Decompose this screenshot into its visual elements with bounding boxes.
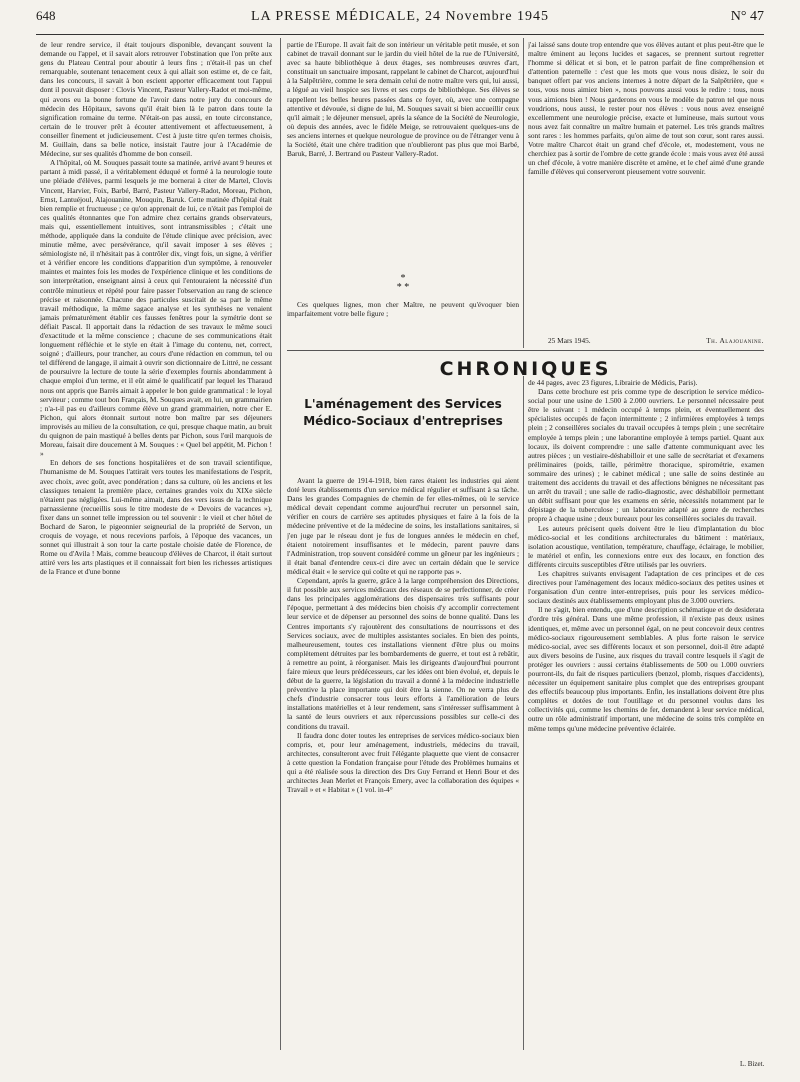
article-column-1: [287, 476, 519, 1046]
paragraph: Ces quelques lignes, mon cher Maître, ne peuvent qu'évoquer bien imparfaitement votre belle figure ;: [287, 300, 519, 319]
paragraph: j'ai laissé sans doute trop entendre que vos élèves autant et plus peut-être que le maître éminent au leçons lucides et sagaces, se prennent surtout regretter l'homme si délicat et si bon, et le patron parfait de fine compréhension et d'attention paternelle : c'est que les mots que vous nous disiez, le soir du banquet offert par vos anciens internes à notre départ de la Salpêtrière, que « tous, vous nous aimiez bien », nous pouvons aussi vous le redire : tous, nous vous aimions bien ! Nous garderons en vous le modèle du patron tel que nous voudrions, nous aussi, le rester pour nos élèves : vous nous avez enseigné excellemment une neurologie précise, exacte et lumineuse, mais surtout vous nous avez fait connaître un maître humain et paternel. Les très grands maîtres sont rares : les hommes parfaits, qu'on aime de tout son cœur, sont rares aussi. Votre maître Charcot était un grand chef d'école, et, modestement, vous ne cherchiez pas à sortir de l'ombre de cette grande école : mais vous avez été aussi un chef d'école, à votre manière discrète et amène, et le chef aimé d'une grande famille d'élèves qui conserveront pieusement votre souvenir.: [528, 40, 764, 177]
section-title: CHRONIQUES: [439, 358, 612, 380]
paragraph: de 44 pages, avec 23 figures, Librairie de Médicis, Paris).: [528, 378, 698, 387]
column-3: [528, 40, 764, 332]
paragraph: de leur rendre service, il était toujours disponible, devançant souvent la demande ou l'appel, et il savait alors retrouver l'obstination que l'on prête aux gens du Plateau Central pour aboutir à leurs fins ; n'était-il pas un chef remarquable, soutenant tenacement ceux à qui allait son estime et, de ce fait, dans les concours, il savait à bon escient apporter efficacement tout l'appui dont il pouvait disposer : Clovis Vincent, Pasteur Vallery-Radot et moi-même, qui avons eu la bonne fortune de l'avoir dans notre jury du concours de médecin des Hôpitaux, savons qu'il était bien là le patron dans toute la signification romaine du terme. N'était-on pas aussi, en toute circonstance, certain de le trouver prêt à écouter attentivement et affectueusement, à conseiller finement et judicieusement. C'est à juste titre qu'en termes choisis, M. Guillain, dans sa belle notice, insistait l'autre jour à l'Académie de Médecine, sur ses qualités d'homme de bon conseil.: [40, 40, 272, 159]
section-rule: [287, 350, 764, 351]
paragraph: Il ne s'agit, bien entendu, que d'une description schématique et de desiderata d'ordre très général. Dans une même profession, il n'existe pas deux usines identiques, et, même avec un personnel égal, on ne peut concevoir deux centres médico-sociaux rigoureusement semblables. A plus forte raison le service médico-social, avec ses différents locaux et son personnel, doit-il être adapté aux divers besoins de l'usine, aux risques du travail contre lesquels il s'agit de protéger les ouvriers : aussi certains établissements de 500 ou 1.000 ouvriers pourront-ils, du fait de risques particuliers (benzol, plomb, risques d'accidents), nécessiter un équipement sanitaire plus complet que des entreprises groupant des effectifs beaucoup plus importants. Enfin, les installations doivent être plus complètes et dotées de tout l'outillage et du personnel voulus dans les collectivités qui, comme les chemins de fer, demandent à leur service médical, outre un rôle administratif important, une médecine de soins très complète en même temps qu'une médecine préventive éclairée.: [528, 605, 764, 733]
paragraph: Dans cette brochure est pris comme type de description le service médico-social pour une usine de 1.500 à 2.000 ouvriers. Le personnel nécessaire peut être le suivant : 1 médecin occupé à temps plein, et éventuellement des spécialistes occupés de façon intermittente ; 2 infirmières employées à temps plein ; 2 conseillères sociales du travail occupées à temps plein ; une secrétaire employée à temps plein ; une laborantine employée à temps partiel. Quant aux locaux, ils doivent comprendre : une salle d'attente communiquant avec les autres pièces ; un vestiaire-déshabilloir et une salle de secrétariat et d'examens préliminaires (poids, taille, périmètre thoracique, spirométrie, examen sommaire des urines) ; le cabinet médical ; une salle de soins destinée au traitement des accidents du travail et des affections bénignes ne nécessitant pas un arrêt du travail ; une salle de radio-diagnostic, avec déshabilloir permettant un débit suffisant pour que les examens en série, nécessités notamment par le dépistage de la tuberculose ; un laboratoire adapté au genre de recherches propre à chaque usine ; deux bureaux pour les conseillères sociales du travail.: [528, 387, 764, 524]
article-signature: L. Bizet.: [740, 1060, 765, 1068]
issue-number: N° 47: [730, 9, 764, 24]
column-divider: [280, 38, 281, 1050]
article-column-2: [528, 378, 764, 1046]
paragraph: Cependant, après la guerre, grâce à la large compréhension des Directions, il fut possible aux services médicaux des réseaux de se perfectionner, de créer dans les principales agglomérations des dispensaires très suffisants pour l'époque, permettant à des médecins bien choisis d'y accomplir correctement leur service et de dépenser au personnel des soins de bonne qualité. Dans les Centres importants s'y rajoutèrent des consultations de nourrissons et des Services sociaux, avec de multiples assistantes sociales. En bien des points, malheureusement, toutes ces installations viennent d'être plus ou moins complètement détruites par les bombardements de guerre, et tout est à rebâtir, à remettre au point, à réorganiser. Mais les dirigeants d'aujourd'hui pourront faire mieux que leurs prédécesseurs, car les idées ont bien évolué, et, depuis le début de la guerre, la législation du travail a donné à la médecine industrielle préventive la place importante qui doit être la sienne. On ne verra plus de chefs d'industrie consacrer tous leurs efforts à l'amélioration de leurs installations matérielles et à leur rendement, sans s'intéresser suffisamment à la santé de leurs ouvriers et aux répercussions possibles sur celle-ci des conditions du travail.: [287, 576, 519, 731]
paragraph: Avant la guerre de 1914-1918, bien rares étaient les industries qui aient doté leurs établissements d'un service médical régulier et suffisant à sa tâche. Dans les grandes Compagnies de chemin de fer elles-mêmes, où le service médical devait cependant comme aujourd'hui recruter un personnel sain, vérifier en cours de carrière ses aptitudes physiques et faire à la fois de la médecine préventive et de la médecine de soins, les installations sanitaires, si j'en juge par le réseau dont je fus de longues années le médecin en chef, étaient notoirement insuffisantes et le médecin, parent pauvre dans l'Administration, trop souvent considéré comme un gêneur par les ingénieurs ; il était banal d'entendre ceux-ci dire avec un certain dédain que le service médical était « le service qui coûte et qui ne rapporte pas ».: [287, 476, 519, 576]
article-title: L'aménagement des Services Médico-Sociaux d'entreprises: [303, 397, 503, 428]
signature-line: [528, 336, 764, 345]
column-2: [287, 40, 519, 302]
header-rule: [36, 34, 764, 35]
column-2-closing: [287, 300, 519, 322]
signature-date: 25 Mars 1945.: [548, 336, 591, 345]
paragraph: En dehors de ses fonctions hospitalières et de son travail scientifique, l'humanisme de M. Souques l'attirait vers toutes les manifestations de l'esprit, avec choix, avec goût, avec pondération ; dans sa culture, où les anciens et les classiques tenaient la première place, certaines grandes voix du XIXe siècle n'étaient pas négligées. Lui-même aimait, dans des vers issus de la technique parnassienne (recueillis sous le titre modeste de « Devoirs de vacances »), fixer dans un sonnet telle impression ou tel souvenir : le vieil et cher hôtel de Bochard de Saron, le pigeonnier seigneurial de la propriété de Servon, un croquis de voyage, et nous recevions parfois, à l'époque des vacances, un sonnet qui illustrait à son tour la carte postale choisie datée de Florence, de Rome ou d'Avila ! Mais, comme beaucoup d'élèves de Charcot, il était surtout attiré vers les arts plastiques et il connaissait fort bien les richesses artistiques de la France et d'une bonne: [40, 458, 272, 577]
paragraph: Les chapitres suivants envisagent l'adaptation de ces principes et de ces directives pour l'aménagement des locaux médico-sociaux des petites usines et l'organisation d'un centre inter-entreprises, puis pour les services médico-sociaux destinés aux établissements employant plus de 3.000 ouvriers.: [528, 568, 764, 606]
paragraph: Les auteurs précisent quels doivent être le lieu d'implantation du bloc médico-social et les conditions architecturales du bâtiment : matériaux, isolation acoustique, ventilation, température, chauffage, éclairage, le mobilier, le matériel et enfin, les connexions entre eux des locaux, en fonction des différents circuits susceptibles d'être utilisés par les ouvriers.: [528, 523, 764, 569]
column-divider: [523, 38, 524, 348]
column-1: [40, 40, 272, 1050]
page-number: 648: [36, 8, 56, 23]
signature-author: Th. Alajouanine.: [706, 336, 764, 345]
paragraph: Il faudra donc doter toutes les entreprises de services médico-sociaux bien compris, et, pour leur aménagement, industriels, médecins du travail, architectes, consulteront avec fruit l'élégante plaquette que vient de consacrer à cette question la Fondation française pour l'étude des Problèmes humains et qui a été réalisée sous la direction des Drs Guy Ferrand et Henri Bour et des architectes Jean Merlet et François Emery, avec la collaboration des équipes « Travail » et « Habitat » (1 vol. in-4°: [287, 730, 519, 795]
paragraph: A l'hôpital, où M. Souques passait toute sa matinée, arrivé avant 9 heures et partant à midi passé, il a véritablement éduqué et formé à la neurologie toute une pléiade d'élèves, parmi lesquels je me bornerai à citer de Martel, Clovis Vincent, Harvier, Foix, Barbé, Barré, Pasteur Vallery-Radot, Moreau, Pichon, Ernst, Lantuéjoul, Alajouanine, Mouquin, Baruk. Cette matinée d'hôpital était bien remplie et fructueuse ; ce qu'on apprenait de lui, ce n'était pas l'emploi de ces qualités étonnantes que l'on admire chez certains grands observateurs, mais qui, essentiellement intuitives, sont intransmissibles ; c'était une méthode, appliquée dans la conduite de l'étude clinique avec précision, avec minutie même, avec persévérance, qu'il savait imposer à ses élèves ; sémiologiste né, il n'hésitait pas à contrôler dix, vingt fois, un signe, à vérifier et à vérifier encore les conditions d'apparition d'un symptôme, à renouveler maintes et maintes fois les modes de l'expérience clinique et les conditions de son interprétation, enseignant ainsi à ceux qui l'entouraient la nécessité d'un contrôle minutieux et répété pour faire passer l'observation au rang de science précise et raisonnée. Chacune des particules suscitait de sa part le même travail méthodique, la même sagace analyse et les synthèses ne venaient jamais prématurément établir ces fausses fenêtres pour la symétrie dont se défiait Pascal. Il apportait dans la rédaction de ses travaux le même souci d'exactitude et la même conscience ; chacune de ses communications était longuement réfléchie et le style en était à l'image du contenu, net, correct, soigné ; d'ailleurs, pour trancher, au cours d'une rédaction en commun, tel ou tel différend de langage, il aimait à ouvrir son dictionnaire de Littré, ne cessant de poursuivre la lecture de toute la série d'exemples fournis abondamment à chaque emploi d'un terme, et il eût aimé le qualificatif par lequel les Tharaud nous ont appris que Barrès aimait à appeler le bon guide grammatical : le loyal serviteur ; comme tout bon Français, M. Souques avait, en lui, un grammairien ; n'a-t-il pas eu d'ailleurs comme élève un grand grammairien, notre cher E. Pichon, qui alors étonnait surtout notre bon maître par ses déjeuners improvisés au milieu de la consultation, ce qui, presque chaque matin, au bruit du quignon de pain mastiqué à belles dents par Pichon, sous l'œil marquois de Moreau, faisait dire doucement à M. Souques : « Quel bel appétit, M. Pichon ! »: [40, 158, 272, 459]
paragraph: partie de l'Europe. Il avait fait de son intérieur un véritable petit musée, et son cabinet de travail donnant sur le jardin du vieil hôtel de la rue de l'Université, avec sa haute bibliothèque à deux étages, ses nombreuses œuvres d'art, constituait un sanctuaire imposant, rappelant le cabinet de Charcot, aujourd'hui à la Salpêtrière, comme le sera demain celui de notre maître vers qui, lui aussi, a légué au vieil hospice ses livres et ses corps de bibliothèque. Ses élèves se rappellent les belles heures passées dans ce foyer, où, avec une compagne attentive et dévouée, si digne de lui, M. Souques savait si bien accueillir ceux qu'il aimait ; le déjeuner mensuel, après la séance de la Société de Neurologie, où depuis des années, avec le fidèle Meige, se retrouvaient quelques-uns de ses anciens internes et quelque neurologue de province ou de l'étranger venu à la Société, était une chère tradition que n'oublieront pas plus que moi Barbé, Baruk, Barré, J. Bertrand ou Pasteur Vallery-Radot.: [287, 40, 519, 159]
column-divider: [523, 376, 524, 1050]
asterism: * * *: [396, 273, 410, 293]
page-header: [36, 8, 764, 32]
journal-title: LA PRESSE MÉDICALE, 24 Novembre 1945: [250, 9, 550, 24]
